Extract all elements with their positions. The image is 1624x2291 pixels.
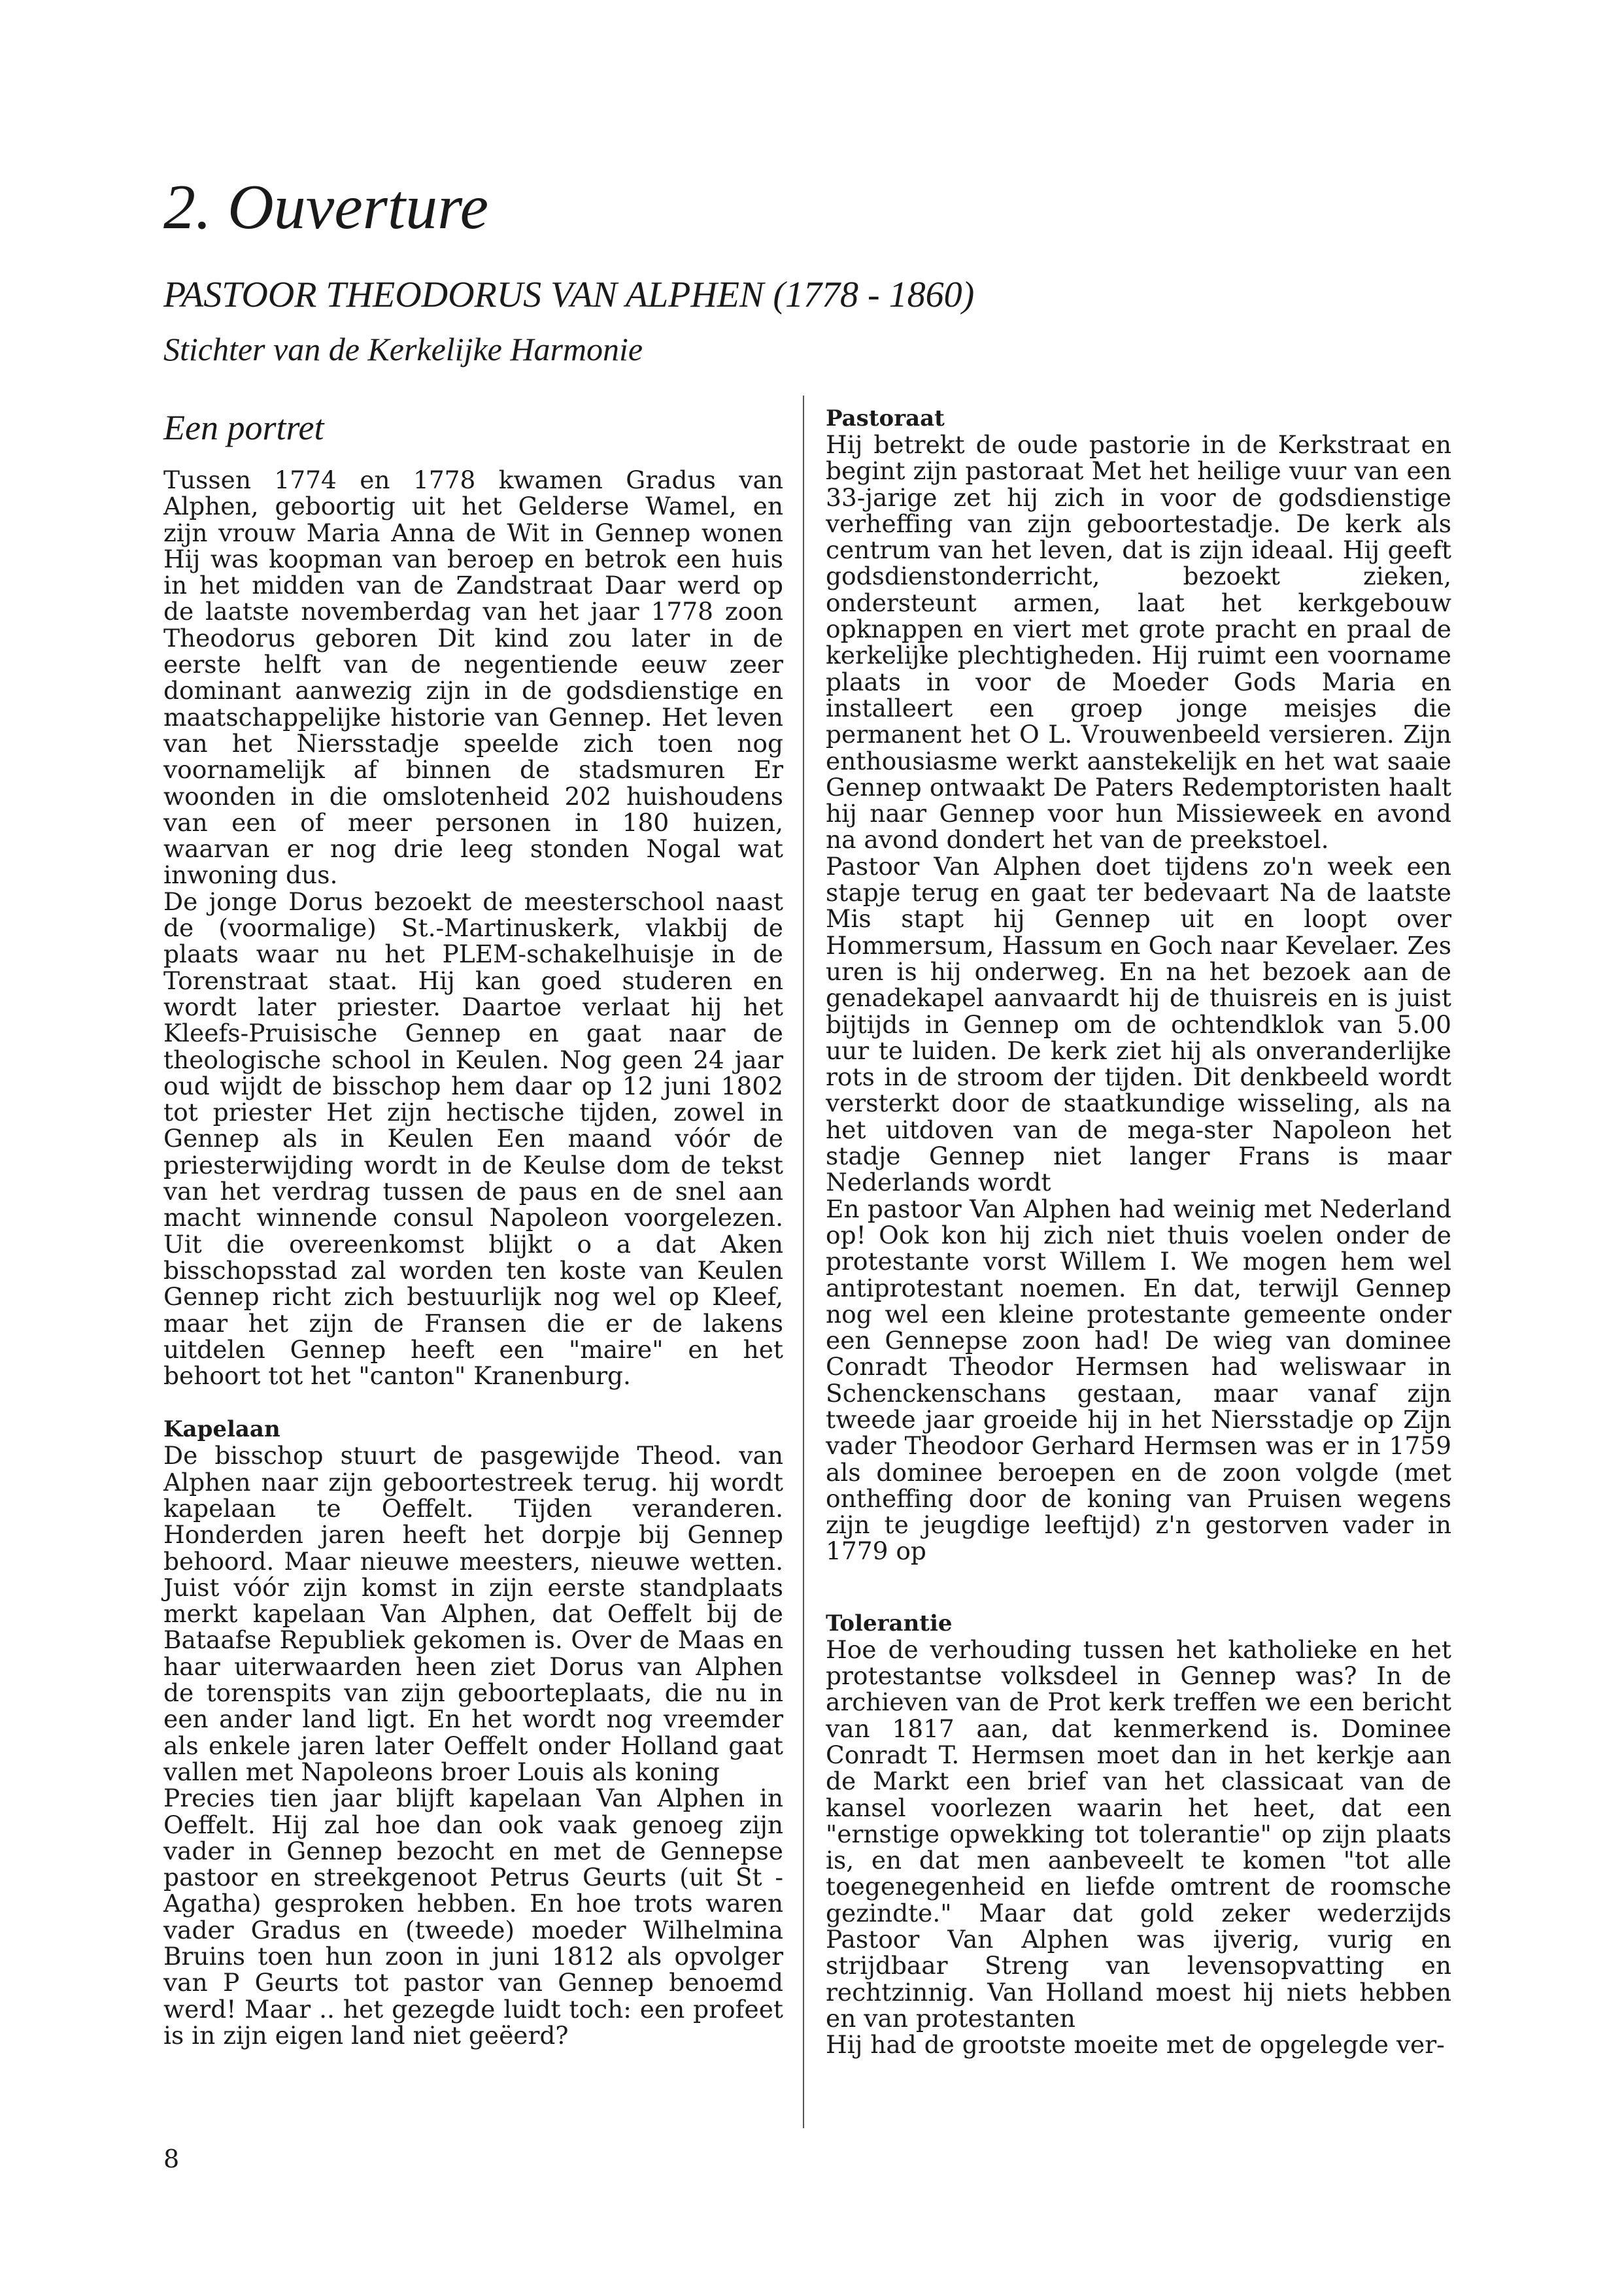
chapter-title: 2. Ouverture <box>163 172 489 243</box>
paragraph: En pastoor Van Alphen had weinig met Nederland op! Ook kon hij zich niet thuis voelen onder de protestante vorst Willem I. We mogen hem wel antiprotestant noemen. En dat, terwijl Gennep nog wel een kleine protestante gemeente onder een Gennepse zoon had! De wieg van dominee Conradt Theodor Hermsen had weliswaar in Schenckenschans gestaan, maar vanaf zijn tweede jaar groeide hij in het Niersstadje op Zijn vader Theodoor Gerhard Hermsen was er in 1759 als dominee beroepen en de zoon volgde (met ontheffing door de koning van Pruisen wegens zijn te jeugdige leeftijd) z'n gestorven vader in 1779 op <box>826 1194 1451 1566</box>
paragraph: Pastoor Van Alphen doet tijdens zo'n week een stapje terug en gaat ter bedevaart Na de laatste Mis stapt hij Gennep uit en loopt over Hommersum, Hassum en Goch naar Kevelaer. Zes uren is hij onderweg. En na het bezoek aan de genadekapel aanvaardt hij de thuisreis en is juist bijtijds in Gennep om de ochtendklok van 5.00 uur te luiden. De kerk ziet hij als onveranderlijke rots in de stroom der tijden. Dit denkbeeld wordt versterkt door de staatkundige wisseling, als na het uitdoven van de mega-ster Napoleon het stadje Gennep niet langer Frans is maar Nederlands wordt <box>826 851 1451 1197</box>
paragraph: Hoe de verhouding tussen het katholieke en het protestantse volksdeel in Gennep was? In de archieven van de Prot kerk treffen we een bericht van 1817 aan, dat kenmerkend is. Dominee Conradt T. Hermsen moet dan in het kerkje aan de Markt een brief van het classicaat van de kansel voorlezen waarin het heet, dat een "ernstige opwekking tot tolerantie" op zijn plaats is, en dat men aanbeveelt te komen "tot alle toegenegenheid en liefde omtrent de roomsche gezindte." Maar dat gold zeker wederzijds Pastoor Van Alphen was ijverig, vurig en strijdbaar Streng van levensopvatting en rechtzinnig. Van Holland moest hij niets hebben en van protestanten <box>826 1635 1451 2033</box>
paragraph: Precies tien jaar blijft kapelaan Van Alphen in Oeffelt. Hij zal hoe dan ook vaak genoeg zijn vader in Gennep bezocht en met de Gennepse pastoor en streekgenoot Petrus Geurts (uit St -Agatha) gesproken hebben. En hoe trots waren vader Gradus en (tweede) moeder Wilhelmina Bruins toen hun zoon in juni 1812 als opvolger van P Geurts tot pastor van Gennep benoemd werd! Maar .. het gezegde luidt toch: een profeet is in zijn eigen land niet geëerd? <box>163 1784 783 2050</box>
paragraph: De bisschop stuurt de pasgewijde Theod. van Alphen naar zijn geboortestreek terug. hij wordt kapelaan te Oeffelt. Tijden veranderen. Honderden jaren heeft het dorpje bij Gennep behoord. Maar nieuwe meesters, nieuwe wetten. Juist vóór zijn komst in zijn eerste standplaats merkt kapelaan Van Alphen, dat Oeffelt bij de Bataafse Republiek gekomen is. Over de Maas en haar uiterwaarden heen ziet Dorus van Alphen de torenspits van zijn geboorteplaats, die nu in een ander land ligt. En het wordt nog vreemder als enkele jaren later Oeffelt onder Holland gaat vallen met Napoleons broer Louis als koning <box>163 1441 783 1786</box>
chapter-subtitle-secondary: Stichter van de Kerkelijke Harmonie <box>163 331 643 367</box>
left-column <box>163 405 783 2048</box>
section-heading-een-portret: Een portret <box>163 408 324 447</box>
paragraph: Hij had de grootste moeite met de opgelegde ver- <box>826 2030 1445 2060</box>
right-column <box>826 405 1451 2058</box>
paragraph: De jonge Dorus bezoekt de meesterschool naast de (voormalige) St.-Martinuskerk, vlakbij de plaats waar nu het PLEM-schakelhuisje in de Torenstraat staat. Hij kan goed studeren en wordt later priester. Daartoe verlaat hij het Kleefs-Pruisische Gennep en gaat naar de theologische school in Keulen. Nog geen 24 jaar oud wijdt de bisschop hem daar op 12 juni 1802 tot priester Het zijn hectische tijden, zowel in Gennep als in Keulen Een maand vóór de priesterwijding wordt in de Keulse dom de tekst van het verdrag tussen de paus en de snel aan macht winnende consul Napoleon voorgelezen. Uit die overeenkomst blijkt o a dat Aken bisschopsstad zal worden ten koste van Keulen Gennep richt zich bestuurlijk nog wel op Kleef, maar het zijn de Fransen die er de lakens uitdelen Gennep heeft een "maire" en het behoort tot het "canton" Kranenburg. <box>163 887 783 1391</box>
column-divider <box>803 396 804 2128</box>
section-heading-tolerantie: Tolerantie <box>826 1610 953 1637</box>
section-heading-kapelaan: Kapelaan <box>163 1416 280 1443</box>
paragraph: Tussen 1774 en 1778 kwamen Gradus van Alphen, geboortig uit het Gelderse Wamel, en zijn vrouw Maria Anna de Wit in Gennep wonen Hij was koopman van beroep en betrok een huis in het midden van de Zandstraat Daar werd op de laatste novemberdag van het jaar 1778 zoon Theodorus geboren Dit kind zou later in de eerste helft van de negentiende eeuw zeer dominant aanwezig zijn in de godsdienstige en maatschappelijke historie van Gennep. Het leven van het Niersstadje speelde zich toen nog voornamelijk af binnen de stadsmuren Er woonden in die omslotenheid 202 huishoudens van een of meer personen in 180 huizen, waarvan er nog drie leeg stonden Nogal wat inwoning dus. <box>163 466 783 890</box>
chapter-subtitle: PASTOOR THEODORUS VAN ALPHEN (1778 - 1860) <box>163 275 975 315</box>
section-heading-pastoraat: Pastoraat <box>826 405 945 432</box>
paragraph: Hij betrekt de oude pastorie in de Kerkstraat en begint zijn pastoraat Met het heilige vuur van een 33-jarige zet hij zich in voor de godsdienstige verheffing van zijn geboortestadje. De kerk als centrum van het leven, dat is zijn ideaal. Hij geeft godsdienstonderricht, bezoekt zieken, ondersteunt armen, laat het kerkgebouw opknappen en viert met grote pracht en praal de kerkelijke plechtigheden. Hij ruimt een voorname plaats in voor de Moeder Gods Maria en installeert een groep jonge meisjes die permanent het O L. Vrouwenbeeld versieren. Zijn enthousiasme werkt aanstekelijk en het wat saaie Gennep ontwaakt De Paters Redemptoristen haalt hij naar Gennep voor hun Missieweek en avond na avond dondert het van de preekstoel. <box>826 430 1451 855</box>
page-number: 8 <box>163 2145 180 2173</box>
